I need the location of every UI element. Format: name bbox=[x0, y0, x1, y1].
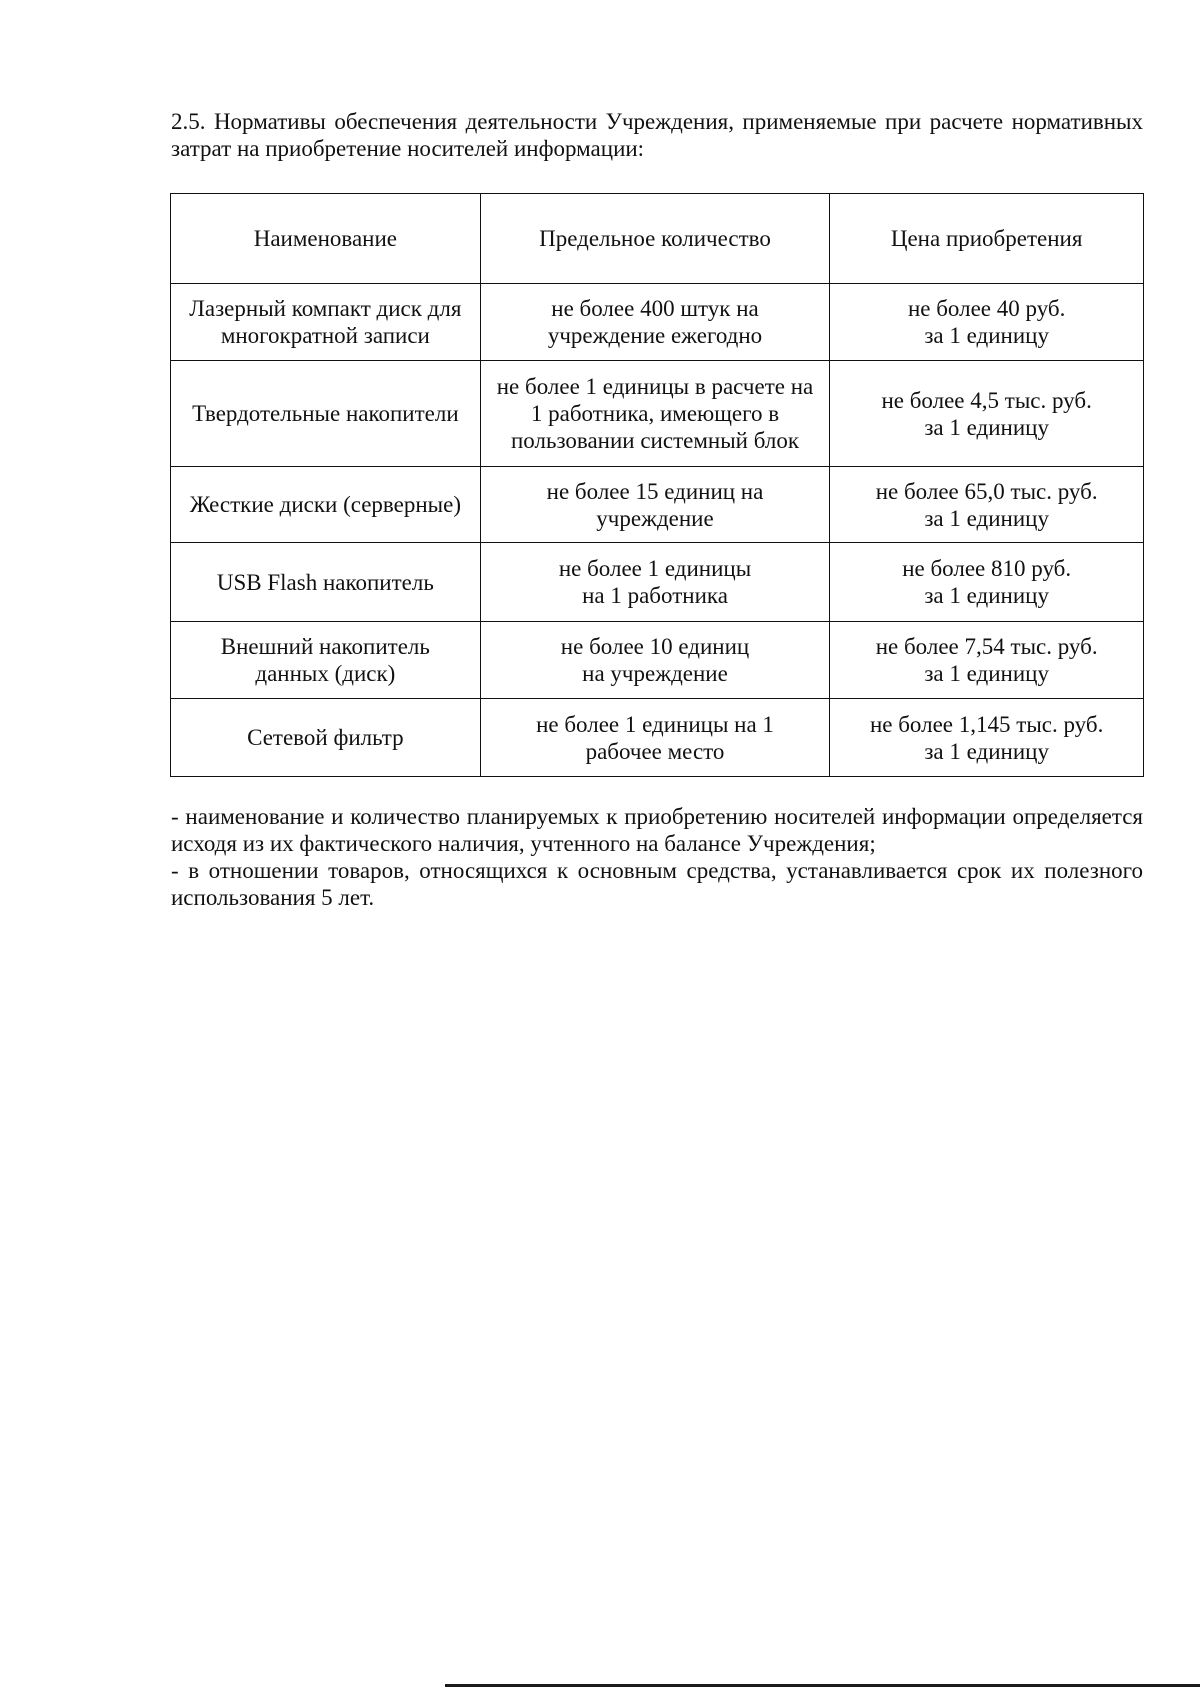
cell-quantity bbox=[480, 467, 830, 543]
note-line: - в отношении товаров, относящихся к основным средства, устанавливается срок их bbox=[171, 858, 1035, 883]
cell-line: за 1 единицу bbox=[924, 414, 1049, 440]
cell-line: за 1 единицу bbox=[924, 738, 1049, 764]
cell-line: не более 10 единиц bbox=[560, 634, 750, 659]
cell-line: не более 4,5 тыс. руб. bbox=[881, 387, 1092, 413]
cell-line: не более 15 единиц на bbox=[546, 478, 764, 504]
table-row bbox=[171, 467, 1144, 543]
cell-name bbox=[171, 699, 481, 777]
intro-line-2: нормативных затрат на приобретение носителей информации: bbox=[171, 109, 1144, 161]
cell-line: Сетевой фильтр bbox=[247, 725, 404, 750]
cell-line: не более 40 руб. bbox=[907, 296, 1066, 321]
header-price: Цена приобретения bbox=[830, 194, 1144, 284]
cell-quantity bbox=[480, 284, 830, 361]
cell-line: 1 работника, имеющего в bbox=[530, 401, 780, 426]
header-name: Наименование bbox=[171, 194, 481, 284]
cell-line: рабочее место bbox=[585, 738, 725, 764]
cell-quantity bbox=[480, 543, 830, 622]
cell-name bbox=[171, 622, 481, 699]
cell-line: USB Flash накопитель bbox=[216, 569, 434, 595]
cell-line: Жесткие диски (серверные) bbox=[189, 492, 461, 517]
note-paragraph bbox=[171, 857, 1143, 911]
cell-line: за 1 единицу bbox=[924, 661, 1049, 686]
cell-line: Лазерный компакт диск для bbox=[189, 296, 462, 321]
note-paragraph bbox=[171, 803, 1143, 857]
cell-name bbox=[171, 543, 481, 622]
intro-line-1: 2.5. Нормативы обеспечения деятельности Учреждения, применяемые при расчете bbox=[171, 109, 1004, 134]
cell-line: за 1 единицу bbox=[924, 323, 1049, 348]
cell-price bbox=[830, 361, 1144, 467]
cell-quantity bbox=[480, 622, 830, 699]
table-header-row bbox=[171, 194, 1144, 284]
cell-line: не более 1,145 тыс. руб. bbox=[869, 711, 1104, 737]
scan-edge-line bbox=[445, 1684, 1200, 1687]
intro-paragraph bbox=[171, 108, 1143, 162]
cell-line: не более 1 единицы bbox=[558, 556, 752, 581]
table-row bbox=[171, 361, 1144, 467]
header-quantity: Предельное количество bbox=[480, 194, 830, 284]
cell-quantity bbox=[480, 699, 830, 777]
media-norms-table bbox=[170, 193, 1144, 777]
cell-line: многократной записи bbox=[220, 323, 430, 348]
cell-line: не более 1 единицы на 1 bbox=[536, 711, 774, 737]
cell-line: за 1 единицу bbox=[924, 505, 1049, 531]
cell-price bbox=[830, 284, 1144, 361]
note-line: - наименование и количество планируемых к приобретению носителей информации bbox=[171, 804, 1006, 829]
cell-line: не более 400 штук на bbox=[551, 296, 759, 321]
cell-line: не более 810 руб. bbox=[902, 556, 1072, 581]
note-line: определяется исходя из их фактического наличия, учтенного на балансе Учреждения; bbox=[171, 804, 1143, 856]
table-row bbox=[171, 699, 1144, 777]
note-line: полезного использования 5 лет. bbox=[171, 858, 1144, 910]
cell-line: не более 7,54 тыс. руб. bbox=[875, 634, 1098, 659]
cell-price bbox=[830, 622, 1144, 699]
cell-line: учреждение ежегодно bbox=[547, 323, 763, 348]
cell-line: за 1 единицу bbox=[924, 583, 1049, 608]
cell-name bbox=[171, 284, 481, 361]
table-row bbox=[171, 284, 1144, 361]
cell-name bbox=[171, 361, 481, 467]
cell-line: на 1 работника bbox=[582, 583, 728, 608]
cell-line: данных (диск) bbox=[255, 661, 396, 686]
cell-price bbox=[830, 467, 1144, 543]
cell-line: на учреждение bbox=[582, 661, 728, 686]
cell-price bbox=[830, 543, 1144, 622]
cell-line: пользовании системный блок bbox=[510, 428, 799, 453]
cell-line: учреждение bbox=[596, 505, 714, 531]
cell-line: не более 1 единицы в расчете на bbox=[496, 374, 814, 399]
cell-name bbox=[171, 467, 481, 543]
cell-line: Твердотельные накопители bbox=[192, 401, 459, 426]
cell-price bbox=[830, 699, 1144, 777]
table-row bbox=[171, 543, 1144, 622]
cell-line: не более 65,0 тыс. руб. bbox=[875, 478, 1098, 504]
cell-line: Внешний накопитель bbox=[220, 634, 430, 659]
notes-block bbox=[171, 803, 1143, 911]
cell-quantity bbox=[480, 361, 830, 467]
table-row bbox=[171, 622, 1144, 699]
